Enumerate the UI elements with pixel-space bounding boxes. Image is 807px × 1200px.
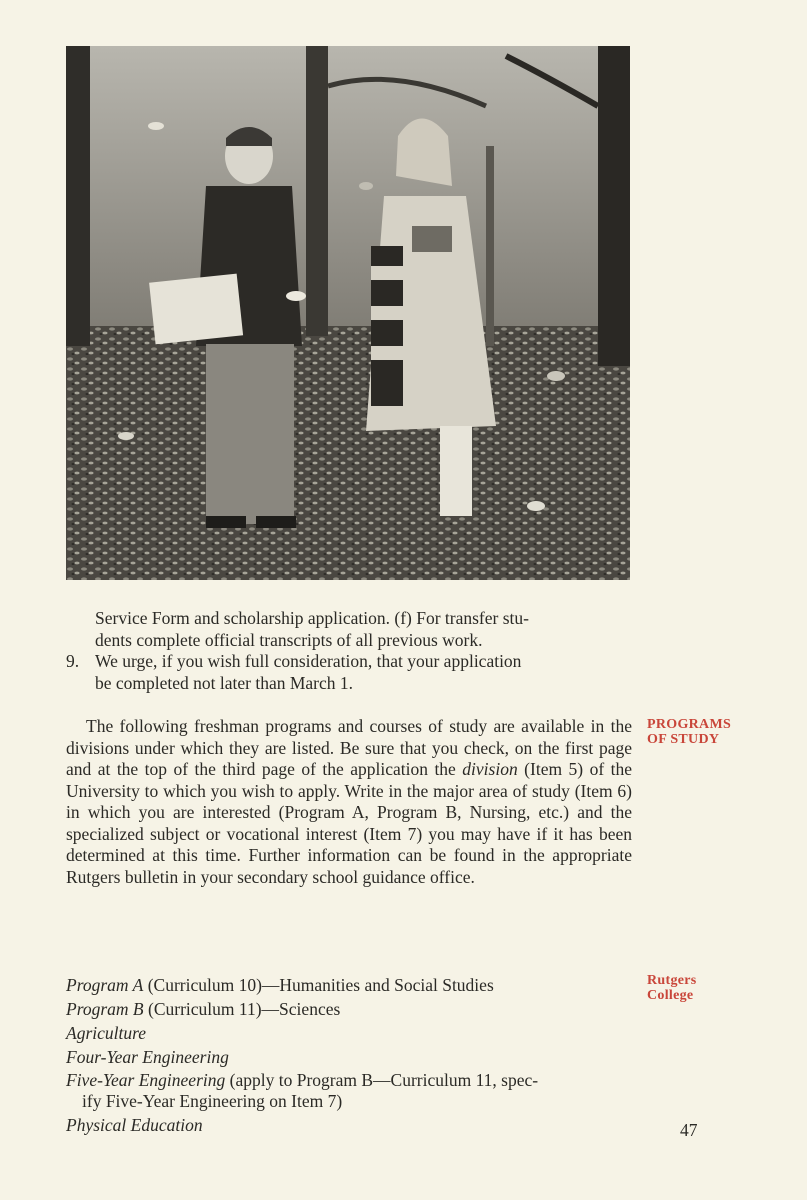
continuation-line-1: Service Form and scholarship application. (f) For transfer stu- [95, 608, 529, 628]
list-item: Four-Year Engineering [66, 1047, 229, 1067]
sidebar-heading-programs-of-study: PROGRAMS OF STUDY [647, 717, 732, 747]
continuation-line-2: dents complete official transcripts of all previous work. [95, 629, 483, 650]
page-number: 47 [680, 1120, 698, 1140]
list-item: Program A (Curriculum 10)—Humanities and Social Studies [66, 975, 494, 995]
list-item: Physical Education [66, 1115, 203, 1135]
division-emphasis: division [462, 759, 518, 779]
sidebar-heading-rutgers-college: Rutgers College [647, 973, 697, 1003]
list-item: Program B (Curriculum 11)—Sciences [66, 999, 341, 1019]
programs-intro-paragraph: The following freshman programs and courses of study are available in the divisions under which they are listed. Be sure that you check, on the first page and at the top of the third page of the application the division (Item 5) of the University to which you wish to apply. Write in the major area of study (Item 6) in which you are interested (Program A, Program B, Nursing, etc.) and the specialized subject or vocational interest (Item 7) you may have if it has been determined at this time. Further information can be found in the appropriate Rutgers bulletin in your secondary school guidance office. [66, 716, 632, 887]
application-instructions-continued [66, 608, 632, 694]
item-9-text: We urge, if you wish full consideration, that your application be completed not later than March 1. [95, 651, 522, 693]
instruction-item-9 [66, 651, 632, 694]
list-item: Agriculture [66, 1023, 147, 1043]
list-item: Five-Year Engineering (apply to Program B—Curriculum 11, spec- ify Five-Year Engineering on Item 7) [66, 1070, 539, 1111]
item-number: 9. [66, 651, 80, 671]
photo-students-autumn [66, 46, 630, 580]
program-list [66, 973, 636, 1137]
